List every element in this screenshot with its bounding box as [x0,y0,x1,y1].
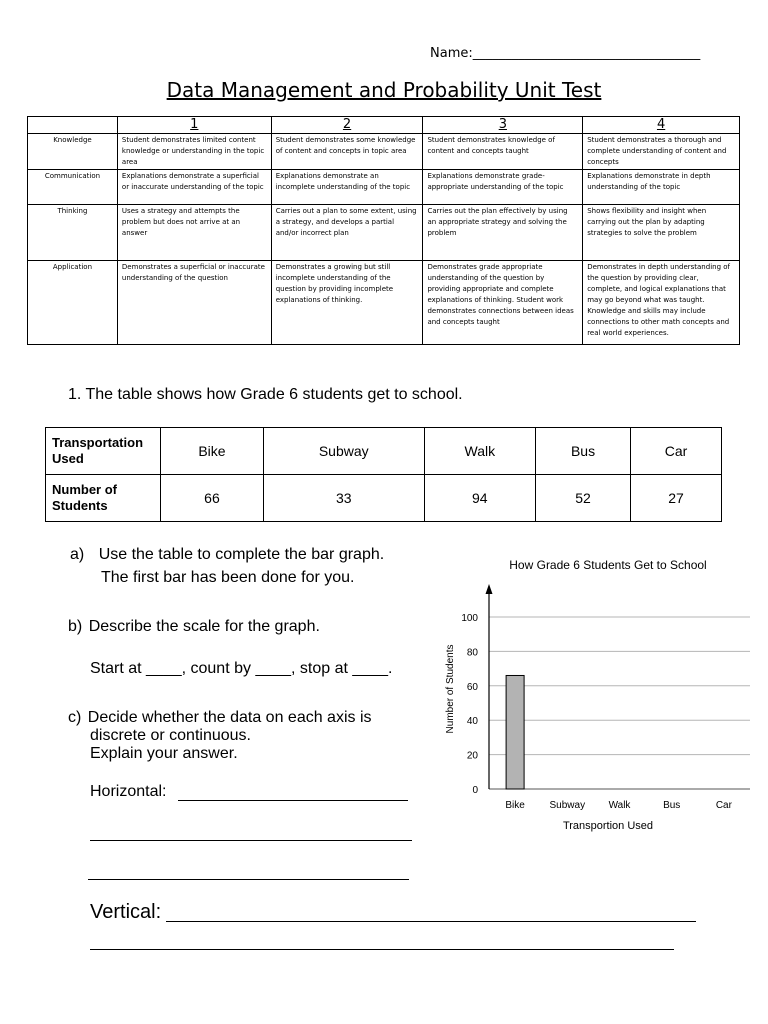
x-tick-label: Car [715,800,732,811]
y-tick-label: 20 [466,750,478,762]
rubric-cell: Carries out a plan to some extent, using a strategy, and develops a partial and/or incorrect plan [271,205,423,261]
rubric-cell: Student demonstrates limited content knowledge or understanding in the topic area [117,134,271,170]
rubric-row-application [28,261,740,345]
y-tick-label: 40 [466,716,478,728]
count-row [46,475,722,522]
rubric-level: 2 [271,117,423,134]
rubric-cell: Demonstrates grade appropriate understanding of the question by providing appropriate and complete explanations of thinking. Student work demonstrates connections between ideas and concepts taught [423,261,583,345]
rubric-level: 4 [583,117,740,134]
mode-cell: Car [631,428,722,475]
page-title: Data Management and Probability Unit Test [166,78,602,102]
y-axis-title: Number of Students [445,644,456,734]
rubric-corner [28,117,118,134]
rubric-criterion: Thinking [28,205,118,261]
rubric-cell: Shows flexibility and insight when carrying out the plan by adapting strategies to solve the problem [583,205,740,261]
part-c-line2: discrete or continuous. [90,727,251,744]
horizontal-answer-line-3[interactable] [88,862,409,880]
x-tick-label: Subway [549,800,586,811]
rubric-cell: Carries out the plan effectively by using an appropriate strategy and solving the problem [423,205,583,261]
rubric-cell: Explanations demonstrate an incomplete understanding of the topic [271,170,423,205]
rubric-cell: Demonstrates a superficial or inaccurate understanding of the question [117,261,271,345]
part-c-line1: Decide whether the data on each axis is [87,709,372,726]
mode-cell: Bus [536,428,631,475]
vertical-label: Vertical: [90,901,162,923]
vertical-answer-line-2[interactable] [90,932,674,950]
rubric-cell: Explanations demonstrate in depth understanding of the topic [583,170,740,205]
y-tick-labels [461,613,478,796]
rubric-row-knowledge [28,134,740,170]
rubric-criterion: Knowledge [28,134,118,170]
part-b-scale-blanks[interactable]: Start at ____, count by ____, stop at ____. [90,660,393,677]
rubric-table [27,116,740,345]
part-a-line2: The first bar has been done for you. [101,569,355,586]
y-tick-label: 0 [472,785,478,796]
transportation-row [46,428,722,475]
x-tick-label: Bus [663,800,681,811]
chart-title: How Grade 6 Students Get to School [509,558,707,572]
rubric-header-row [28,117,740,134]
horizontal-answer-line-1[interactable] [178,783,408,801]
horizontal-answer-line-2[interactable] [90,823,412,841]
rubric-criterion: Communication [28,170,118,205]
rubric-row-communication [28,170,740,205]
y-axis-arrow [486,584,493,594]
bar-bike [506,675,524,789]
count-cell: 94 [424,475,536,522]
vertical-answer-line-1[interactable] [166,902,696,922]
rubric-cell: Explanations demonstrate a superficial or inaccurate understanding of the topic [117,170,271,205]
rubric-criterion: Application [28,261,118,345]
y-tick-label: 80 [466,647,478,659]
mode-cell: Walk [424,428,536,475]
rubric-cell: Student demonstrates some knowledge of content and concepts in topic area [271,134,423,170]
rubric-cell: Demonstrates a growing but still incomplete understanding of the question by providing incomplete explanations of thinking. [271,261,423,345]
horizontal-label: Horizontal: [90,783,167,800]
part-c-line3: Explain your answer. [90,745,238,762]
bar-chart [430,550,760,840]
part-a-line1: Use the table to complete the bar graph. [98,546,385,563]
row-header: Number of Students [46,475,161,522]
count-cell: 33 [263,475,424,522]
count-cell: 66 [161,475,264,522]
question-1-prompt: 1. The table shows how Grade 6 students get to school. [68,386,463,403]
mode-cell: Subway [263,428,424,475]
x-tick-label: Walk [608,800,631,811]
part-c-marker: c) [68,709,82,726]
x-tick-labels [505,800,732,811]
transportation-table [45,427,722,522]
chart-bars [506,675,524,789]
x-axis-title: Transportion Used [562,820,654,832]
mode-cell: Bike [161,428,264,475]
rubric-cell: Explanations demonstrate grade-appropriate understanding of the topic [423,170,583,205]
rubric-cell: Demonstrates in depth understanding of the question by providing clear, complete, and logical explanations that may go beyond what was taught. Knowledge and skills may include connections to other math concepts and real world experiences. [583,261,740,345]
count-cell: 27 [631,475,722,522]
rubric-level: 1 [117,117,271,134]
rubric-cell: Student demonstrates knowledge of content and concepts taught [423,134,583,170]
part-a-marker: a) [70,546,85,563]
y-tick-label: 100 [461,613,478,624]
part-b-line1: Describe the scale for the graph. [88,618,320,635]
part-c [68,709,372,763]
x-tick-label: Bike [505,800,525,811]
row-header: Transportation Used [46,428,161,475]
rubric-level: 3 [423,117,583,134]
rubric-cell: Student demonstrates a thorough and complete understanding of content and concepts [583,134,740,170]
name-field: Name:___________________________________ [430,46,701,61]
chart-grid [489,617,750,789]
part-b-marker: b) [68,618,83,635]
rubric-row-thinking [28,205,740,261]
y-tick-label: 60 [466,681,478,693]
part-b [68,618,320,636]
count-cell: 52 [536,475,631,522]
part-a [70,543,384,589]
rubric-cell: Uses a strategy and attempts the problem but does not arrive at an answer [117,205,271,261]
